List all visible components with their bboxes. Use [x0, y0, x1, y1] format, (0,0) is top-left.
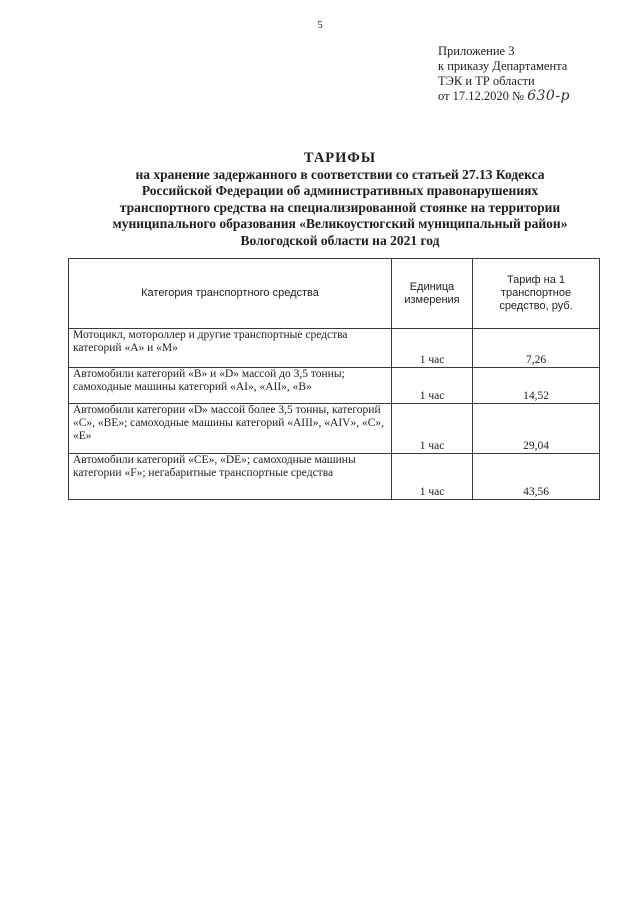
- header-unit: Единица измерения: [392, 259, 473, 329]
- row-tariff: 43,56: [473, 454, 600, 500]
- row-category: Автомобили категорий «В» и «D» массой до 3,5 тонны; самоходные машины категорий «AI», «AII», «В»: [69, 368, 392, 404]
- header-category: Категория транспортного средства: [69, 259, 392, 329]
- appendix-block: [438, 44, 570, 104]
- appendix-line-1: Приложение 3: [438, 44, 515, 58]
- title-main: ТАРИФЫ: [303, 150, 377, 166]
- appendix-line-3: ТЭК и ТР области: [438, 74, 535, 88]
- row-category: Автомобили категории «D» массой более 3,5 тонны, категорий «С», «ВЕ»; самоходные машины категорий «AIII», «AIV», «С», «Е»: [69, 404, 392, 454]
- row-category: Мотоцикл, мотороллер и другие транспортные средства категорий «А» и «М»: [69, 329, 392, 368]
- row-tariff: 7,26: [473, 329, 600, 368]
- order-number: 630-р: [527, 88, 571, 104]
- row-unit: 1 час: [392, 454, 473, 500]
- title-line-4: муниципального образования «Великоустюгский муниципальный район»: [112, 216, 568, 232]
- page-number: 5: [317, 20, 323, 31]
- document-title: [60, 150, 620, 250]
- row-unit: 1 час: [392, 368, 473, 404]
- table-row: [69, 329, 600, 368]
- table-row: [69, 368, 600, 404]
- row-unit: 1 час: [392, 329, 473, 368]
- order-date: от 17.12.2020 №: [438, 89, 524, 103]
- table-header-row: [69, 259, 600, 329]
- row-unit: 1 час: [392, 404, 473, 454]
- row-tariff: 14,52: [473, 368, 600, 404]
- title-line-2: Российской Федерации об административных правонарушениях: [141, 183, 539, 199]
- title-line-1: на хранение задержанного в соответствии со статьей 27.13 Кодекса: [135, 166, 545, 182]
- appendix-line-4: [438, 89, 570, 104]
- table-row: [69, 454, 600, 500]
- tariffs-table: [68, 258, 600, 500]
- table-row: [69, 404, 600, 454]
- row-tariff: 29,04: [473, 404, 600, 454]
- appendix-line-2: к приказу Департамента: [438, 59, 568, 73]
- title-line-5: Вологодской области на 2021 год: [240, 232, 440, 248]
- title-line-3: транспортного средства на специализированной стоянке на территории: [119, 199, 561, 215]
- header-tariff: Тариф на 1 транспортное средство, руб.: [473, 259, 600, 329]
- row-category: Автомобили категорий «СЕ», «DE»; самоходные машины категории «F»; негабаритные транспортные средства: [69, 454, 392, 500]
